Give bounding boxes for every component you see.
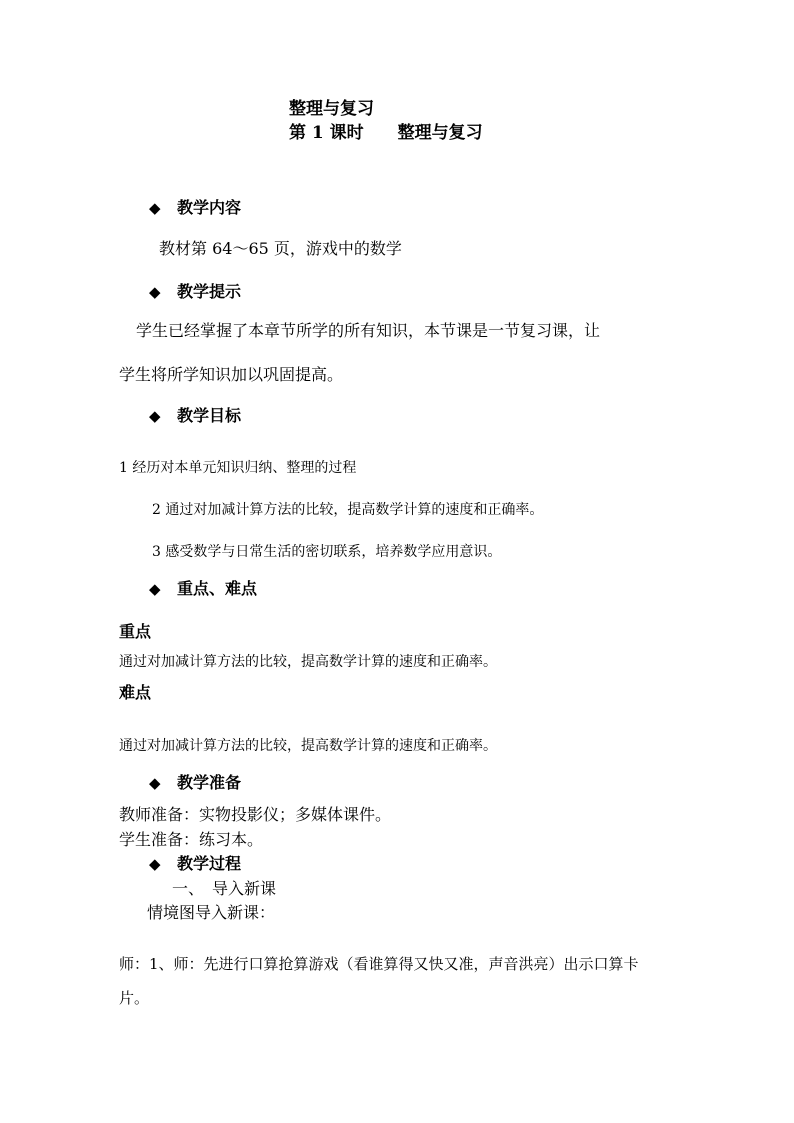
diamond-bullet-icon: ◆ bbox=[149, 283, 161, 301]
diamond-bullet-icon: ◆ bbox=[149, 855, 161, 873]
section-heading-goals bbox=[149, 408, 241, 424]
key-label: 重点 bbox=[119, 622, 152, 641]
lesson-number: 第 1 课时 bbox=[289, 123, 364, 143]
difficult-text: 通过对加减计算方法的比较，提高数学计算的速度和正确率。 bbox=[119, 738, 497, 754]
section-heading-prep bbox=[149, 775, 241, 791]
section-heading-label: 教学过程 bbox=[177, 854, 242, 873]
lesson-heading bbox=[289, 125, 483, 142]
teacher-line-1: 师：1、师：先进行口算抢算游戏（看谁算得又快又准，声音洪亮）出示口算卡 bbox=[119, 955, 639, 973]
process-intro: 情境图导入新课： bbox=[147, 903, 276, 922]
section-heading-label: 教学提示 bbox=[177, 282, 242, 301]
diamond-bullet-icon: ◆ bbox=[149, 407, 161, 425]
section-heading-label: 教学准备 bbox=[177, 773, 242, 792]
diamond-bullet-icon: ◆ bbox=[149, 199, 161, 217]
section-heading-key bbox=[149, 581, 257, 597]
section-heading-process bbox=[149, 856, 241, 872]
process-step-1: 一、 导入新课 bbox=[172, 879, 277, 898]
section-heading-label: 重点、难点 bbox=[177, 579, 258, 598]
goal-item-1: 1 经历对本单元知识归纳、整理的过程 bbox=[119, 460, 357, 476]
document-title: 整理与复习 bbox=[289, 99, 374, 119]
hint-text-line1: 学生已经掌握了本章节所学的所有知识，本节课是一节复习课，让 bbox=[136, 321, 601, 340]
teacher-prep: 教师准备：实物投影仪；多媒体课件。 bbox=[119, 805, 392, 824]
diamond-bullet-icon: ◆ bbox=[149, 580, 161, 598]
student-prep: 学生准备：练习本。 bbox=[119, 830, 264, 849]
difficult-label: 难点 bbox=[119, 683, 152, 702]
goal-item-2: 2 通过对加减计算方法的比较，提高数学计算的速度和正确率。 bbox=[152, 502, 544, 518]
diamond-bullet-icon: ◆ bbox=[149, 774, 161, 792]
content-text: 教材第 64～65 页，游戏中的数学 bbox=[159, 239, 402, 258]
lesson-name: 整理与复习 bbox=[397, 123, 483, 143]
goal-item-3: 3 感受数学与日常生活的密切联系，培养数学应用意识。 bbox=[152, 544, 502, 560]
hint-text-line2: 学生将所学知识加以巩固提高。 bbox=[119, 365, 344, 384]
section-heading-label: 教学目标 bbox=[177, 406, 242, 425]
key-text: 通过对加减计算方法的比较，提高数学计算的速度和正确率。 bbox=[119, 654, 497, 670]
section-heading-hint bbox=[149, 284, 241, 300]
section-heading-label: 教学内容 bbox=[177, 198, 242, 217]
teacher-line-2: 片。 bbox=[119, 989, 150, 1007]
section-heading-content bbox=[149, 200, 241, 216]
